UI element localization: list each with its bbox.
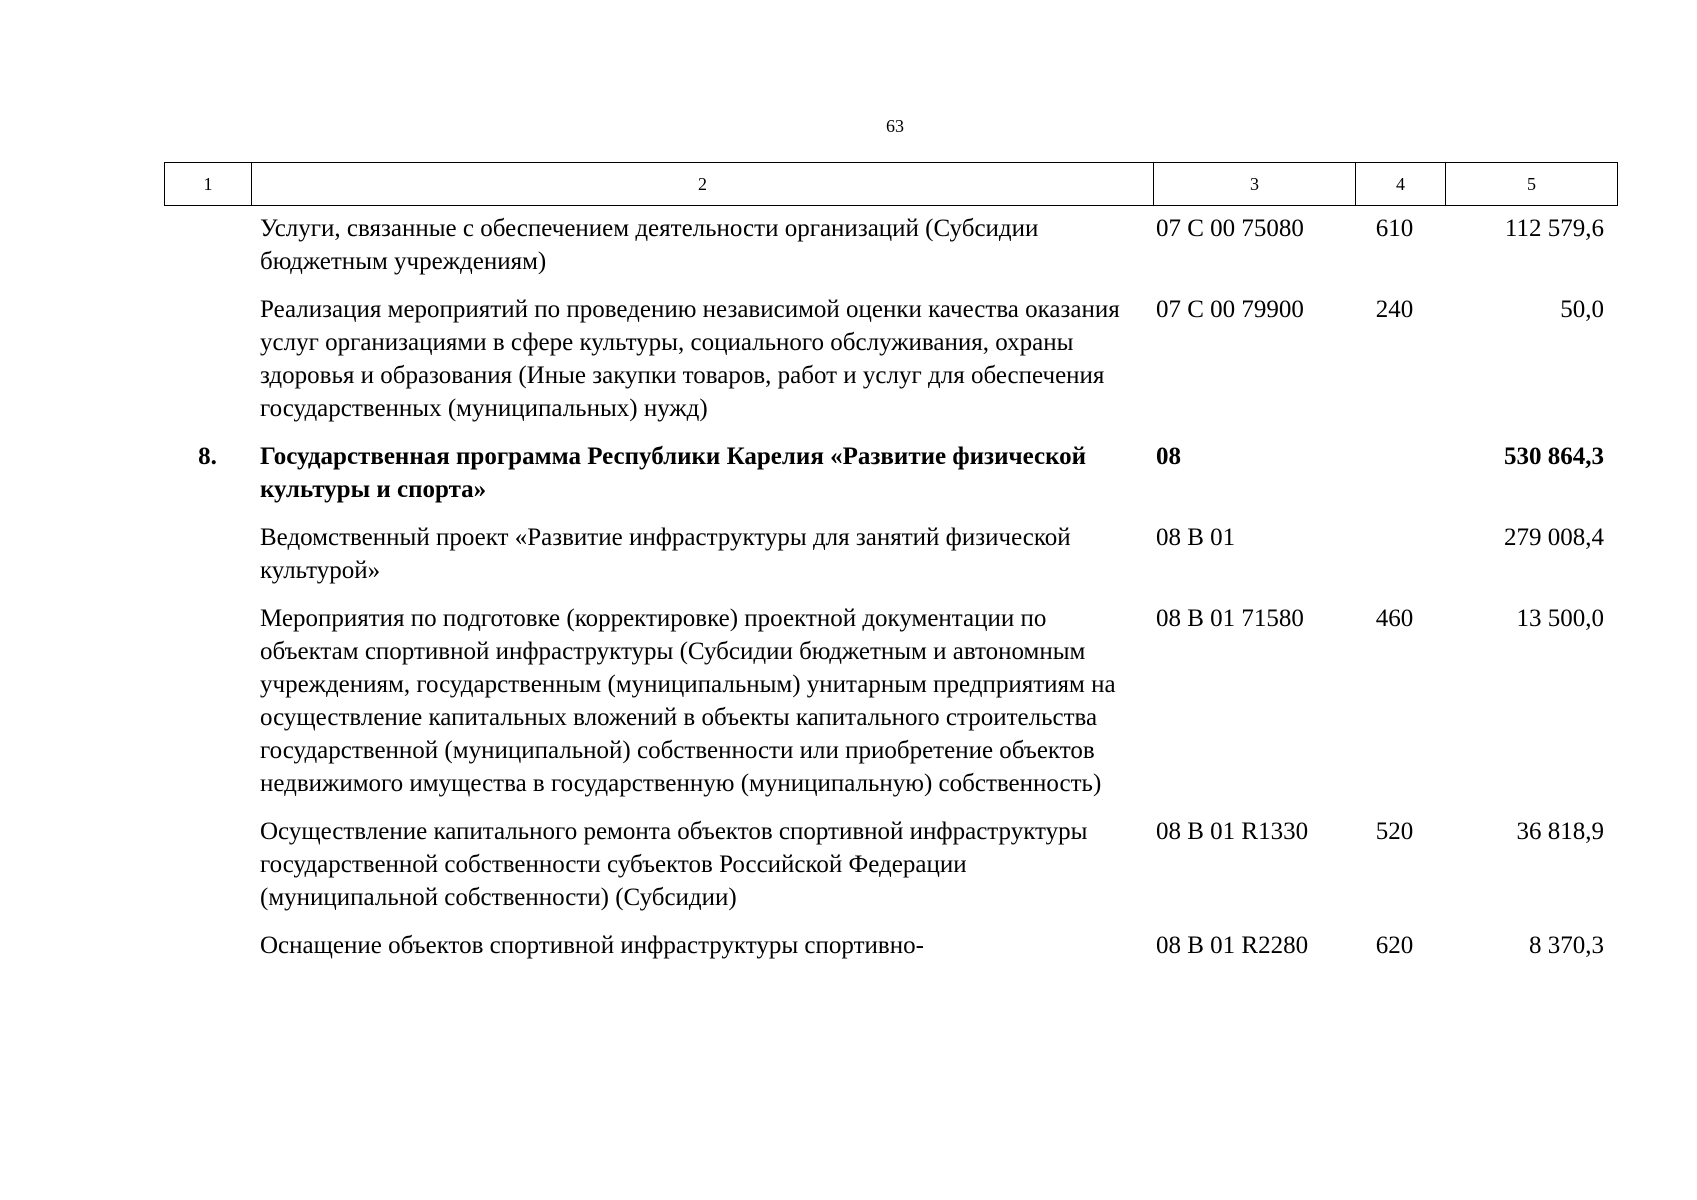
row-amount: 50,0 xyxy=(1560,296,1604,323)
row-type: 240 xyxy=(1375,296,1414,323)
row-amount: 279 008,4 xyxy=(1504,524,1604,551)
row-code: 08 В 01 xyxy=(1156,524,1236,551)
header-col-5: 5 xyxy=(1446,163,1618,206)
row-type xyxy=(1351,440,1438,506)
row-name: Услуги, связанные с обеспечением деятельности организаций (Субсидии бюджетным учреждениям) xyxy=(260,215,1039,275)
header-col-2: 2 xyxy=(252,163,1154,206)
table-row xyxy=(164,212,1612,278)
row-amount: 36 818,9 xyxy=(1516,818,1604,845)
row-amount: 8 370,3 xyxy=(1529,932,1604,959)
row-amount: 530 864,3 xyxy=(1504,443,1604,470)
header-col-1: 1 xyxy=(165,163,252,206)
row-amount: 112 579,6 xyxy=(1504,215,1604,242)
row-number xyxy=(164,212,251,278)
row-type: 620 xyxy=(1375,932,1414,959)
column-number-header xyxy=(164,162,1618,206)
table-row xyxy=(164,929,1612,962)
row-name: Реализация мероприятий по проведению независимой оценки качества оказания услуг организациями в сфере культуры, социального обслуживания, охраны здоровья и образования (Иные закупки товаров, работ и услуг для обеспечения государственных (муниципальных) нужд) xyxy=(260,296,1120,422)
page-number: 63 xyxy=(886,116,904,136)
row-type: 460 xyxy=(1375,605,1414,632)
row-code: 07 С 00 75080 xyxy=(1156,215,1304,242)
row-name: Мероприятия по подготовке (корректировке) проектной документации по объектам спортивной инфраструктуры (Субсидии бюджетным и автономным учреждениям, государственным (муниципальным) унитарным предприятиям на осуществление капитальных вложений в объекты капитального строительства государственной (муниципальной) собственности или приобретение объектов недвижимого имущества в государственную (муниципальную) собственность) xyxy=(260,605,1116,797)
row-code: 08 В 01 R2280 xyxy=(1156,932,1309,959)
row-number xyxy=(164,293,251,425)
row-number xyxy=(164,521,251,587)
row-name: Государственная программа Республики Карелия «Развитие физической культуры и спорта» xyxy=(260,443,1087,503)
row-type: 520 xyxy=(1375,818,1414,845)
row-number xyxy=(164,929,251,962)
row-name: Оснащение объектов спортивной инфраструктуры спортивно- xyxy=(260,932,924,959)
row-number: 8. xyxy=(198,443,217,470)
row-number xyxy=(164,815,251,914)
header-col-4: 4 xyxy=(1356,163,1446,206)
row-code: 08 В 01 71580 xyxy=(1156,605,1304,632)
row-code: 08 В 01 R1330 xyxy=(1156,818,1309,845)
row-code: 08 xyxy=(1156,443,1181,470)
table-row xyxy=(164,293,1612,425)
row-amount: 13 500,0 xyxy=(1516,605,1604,632)
table-row xyxy=(164,815,1612,914)
table-row xyxy=(164,602,1612,800)
row-name: Ведомственный проект «Развитие инфраструктуры для занятий физической культурой» xyxy=(260,524,1071,584)
row-number xyxy=(164,602,251,800)
row-type xyxy=(1351,521,1438,587)
header-col-3: 3 xyxy=(1154,163,1356,206)
row-type: 610 xyxy=(1375,215,1414,242)
budget-table-body xyxy=(164,212,1612,962)
row-name: Осуществление капитального ремонта объектов спортивной инфраструктуры государственной собственности субъектов Российской Федерации (муниципальной собственности) (Субсидии) xyxy=(260,818,1088,911)
table-row xyxy=(164,440,1612,506)
row-code: 07 С 00 79900 xyxy=(1156,296,1304,323)
table-row xyxy=(164,521,1612,587)
